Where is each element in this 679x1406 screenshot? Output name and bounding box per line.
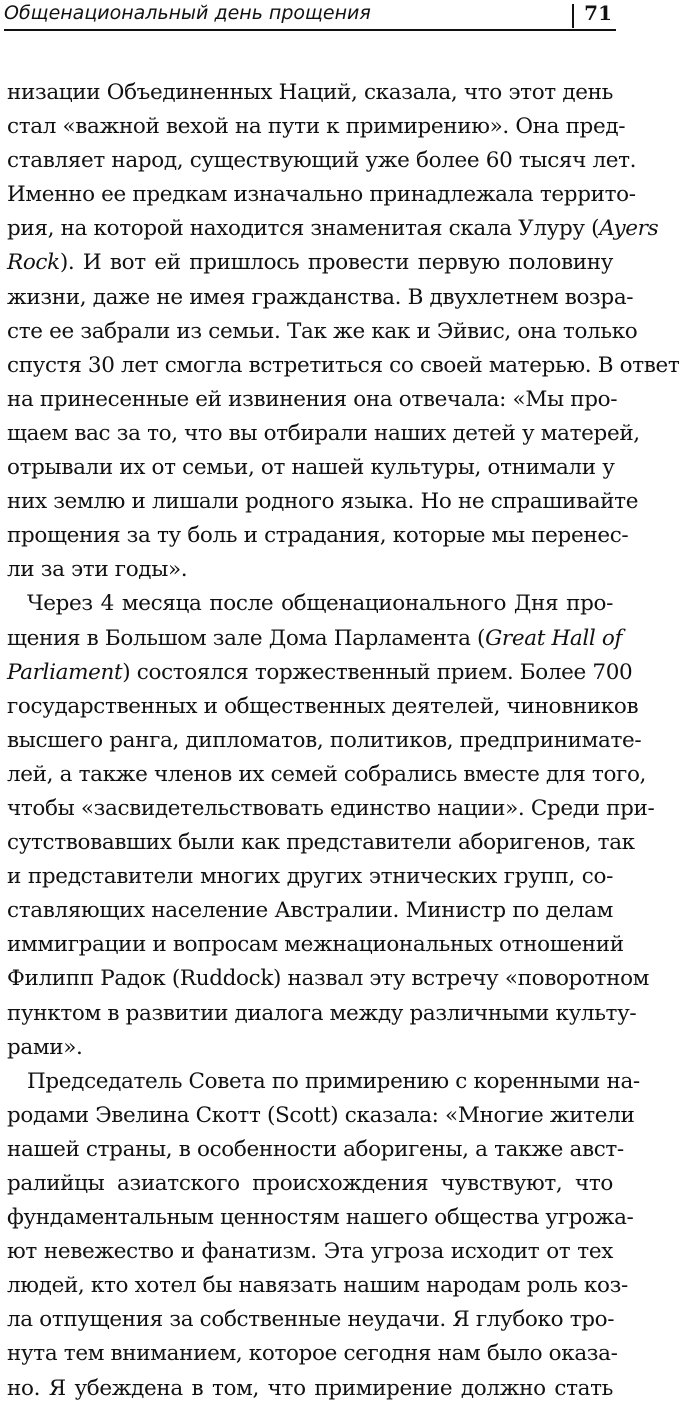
text-line: фундаментальным ценностям нашего общества угрожа-: [7, 1205, 634, 1231]
page-number: 71: [584, 1, 612, 25]
text-line: иммиграции и вопросам межнациональных отношений: [7, 932, 624, 958]
text-line: сте ее забрали из семьи. Так же как и Эйвис, она только: [7, 318, 638, 344]
text-line: ставляет народ, существующий уже более 60 тысяч лет.: [7, 148, 637, 174]
text-line: отрывали их от семьи, от нашей культуры, отнимали у: [7, 455, 615, 481]
text-line: пунктом в развитии диалога между различными культу-: [7, 1000, 637, 1026]
text-line: спустя 30 лет смогла встретиться со своей матерью. В ответ: [7, 352, 679, 378]
text-line: государственных и общественных деятелей, чиновников: [7, 693, 639, 719]
running-title: Общенациональный день прощения: [4, 2, 371, 24]
text-line: рия, на которой находится знаменитая скала Улуру (Ayers: [7, 216, 659, 242]
text-line: нута тем вниманием, которое сегодня нам было оказа-: [7, 1341, 618, 1367]
text-line: лей, а также членов их семей собрались вместе для того,: [7, 761, 647, 787]
text-line: стал «важной вехой на пути к примирению». Она пред-: [7, 114, 626, 140]
text-line: Parliament) состоялся торжественный прием. Более 700: [7, 659, 633, 685]
text-line: чтобы «засвидетельствовать единство нации». Среди при-: [7, 795, 655, 821]
text-line: людей, кто хотел бы навязать нашим народам роль коз-: [7, 1273, 628, 1299]
text-line: на принесенные ей извинения она отвечала: «Мы про-: [7, 386, 618, 412]
text-line: ют невежество и фанатизм. Эта угроза исходит от тех: [7, 1239, 613, 1265]
text-line: щаем вас за то, что вы отбирали наших детей у матерей,: [7, 420, 640, 446]
text-line: высшего ранга, дипломатов, политиков, предпринимате-: [7, 727, 642, 753]
page-body-text: [7, 76, 679, 1406]
text-line: но. Я убеждена в том, что примирение должно стать: [7, 1375, 613, 1401]
text-line: ли за эти годы».: [7, 557, 188, 583]
text-line: родами Эвелина Скотт (Scott) сказала: «Многие жители: [7, 1102, 635, 1128]
text-line: них землю и лишали родного языка. Но не спрашивайте: [7, 489, 639, 515]
text-line: Через 4 месяца после общенационального Дня про-: [27, 591, 613, 617]
text-line: прощения за ту боль и страдания, которые мы перенес-: [7, 523, 629, 549]
text-line: ставляющих население Австралии. Министр по делам: [7, 898, 613, 924]
text-line: низации Объединенных Наций, сказала, что этот день: [7, 80, 613, 105]
text-line: сутствовавших были как представители аборигенов, так: [7, 830, 635, 856]
text-line: Именно ее предкам изначально принадлежала террито-: [7, 182, 636, 208]
page-header: [4, 0, 616, 32]
text-line: Rock). И вот ей пришлось провести первую половину: [7, 250, 613, 276]
text-line: ла отпущения за собственные неудачи. Я глубоко тро-: [7, 1307, 615, 1333]
text-line: нашей страны, в особенности аборигены, а также авст-: [7, 1136, 624, 1162]
header-separator: [572, 4, 574, 28]
text-line: жизни, даже не имея гражданства. В двухлетнем возра-: [7, 284, 634, 310]
text-line: рами».: [7, 1034, 83, 1060]
text-line: ралийцы азиатского происхождения чувствуют, что: [7, 1171, 613, 1196]
text-line: щения в Большом зале Дома Парламента (Great Hall of: [7, 625, 623, 651]
text-line: и представители многих других этнических групп, со-: [7, 864, 613, 890]
header-rule: [4, 29, 616, 31]
text-line: Филипп Радок (Ruddock) назвал эту встречу «поворотном: [7, 966, 650, 992]
text-line: Председатель Совета по примирению с коренными на-: [27, 1068, 640, 1094]
